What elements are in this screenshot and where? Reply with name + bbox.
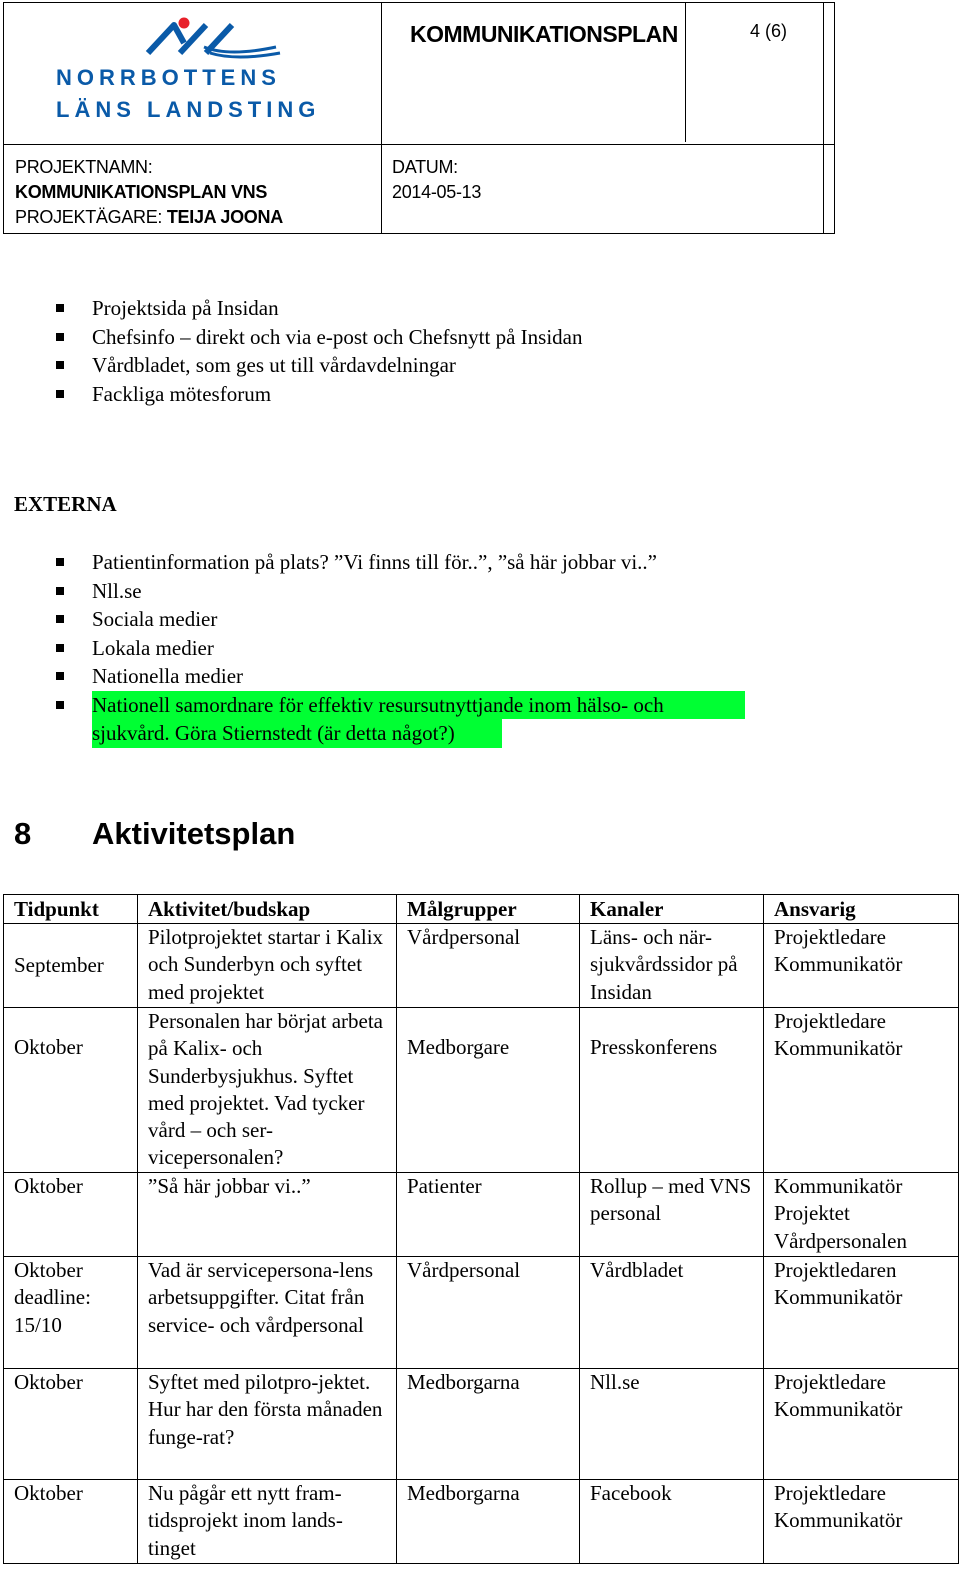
external-channels-list bbox=[0, 548, 745, 748]
activity-table bbox=[3, 894, 959, 1564]
cell-malgrupper: Medborgare bbox=[397, 1008, 580, 1173]
list-item: Fackliga mötesforum bbox=[0, 380, 582, 409]
bullet-icon bbox=[56, 615, 64, 623]
header-divider bbox=[4, 144, 834, 145]
cell-tidpunkt: September bbox=[4, 924, 138, 1008]
cell-kanaler: Presskonferens bbox=[580, 1008, 764, 1173]
cell-kanaler: Vårdbladet bbox=[580, 1257, 764, 1369]
cell-tidpunkt: Oktober bbox=[4, 1480, 138, 1564]
section-title: Aktivitetsplan bbox=[92, 816, 296, 851]
cell-malgrupper: Vårdpersonal bbox=[397, 1257, 580, 1369]
cell-malgrupper: Vårdpersonal bbox=[397, 924, 580, 1008]
list-item: Lokala medier bbox=[0, 634, 745, 663]
column-header: Tidpunkt bbox=[4, 895, 138, 924]
table-row bbox=[4, 1257, 959, 1369]
table-row bbox=[4, 924, 959, 1008]
cell-tidpunkt: Oktober bbox=[4, 1008, 138, 1173]
cell-malgrupper: Medborgarna bbox=[397, 1480, 580, 1564]
bullet-icon bbox=[56, 701, 64, 709]
organization-logo bbox=[56, 17, 356, 127]
bullet-icon bbox=[56, 558, 64, 566]
logo-mark-icon bbox=[144, 17, 284, 61]
header-divider bbox=[685, 3, 686, 142]
date-value: 2014-05-13 bbox=[392, 182, 482, 202]
cell-aktivitet: Nu pågår ett nytt fram-tidsprojekt inom lands-tinget bbox=[138, 1480, 397, 1564]
cell-ansvarig: Projektledare Kommunikatör bbox=[764, 1369, 959, 1480]
bullet-icon bbox=[56, 304, 64, 312]
page-number: 4 (6) bbox=[750, 21, 788, 41]
bullet-icon bbox=[56, 390, 64, 398]
column-header: Målgrupper bbox=[397, 895, 580, 924]
list-item: Nll.se bbox=[0, 577, 745, 606]
project-meta bbox=[15, 155, 283, 230]
owner-label: PROJEKTÄGARE: bbox=[15, 207, 163, 227]
highlighted-list-item-continued: sjukvård. Göra Stiernstedt (är detta något?) bbox=[0, 719, 745, 748]
date-meta bbox=[392, 155, 481, 205]
internal-channels-list bbox=[0, 294, 582, 408]
cell-aktivitet: Vad är servicepersona-lens arbetsuppgifter. Citat från service- och vårdpersonal bbox=[138, 1257, 397, 1369]
list-item: Chefsinfo – direkt och via e-post och Chefsnytt på Insidan bbox=[0, 323, 582, 352]
column-header: Aktivitet/budskap bbox=[138, 895, 397, 924]
logo-text-line1: NORRBOTTENS bbox=[56, 65, 281, 90]
project-owner-row bbox=[15, 205, 283, 230]
bullet-icon bbox=[56, 672, 64, 680]
cell-kanaler: Facebook bbox=[580, 1480, 764, 1564]
cell-tidpunkt: Oktober deadline: 15/10 bbox=[4, 1257, 138, 1369]
document-header bbox=[3, 2, 835, 234]
cell-ansvarig: Projektledare Kommunikatör bbox=[764, 924, 959, 1008]
table-row bbox=[4, 1173, 959, 1257]
table-row bbox=[4, 1480, 959, 1564]
column-header: Ansvarig bbox=[764, 895, 959, 924]
cell-ansvarig: Kommunikatör Projektet Vårdpersonalen bbox=[764, 1173, 959, 1257]
table-header-row bbox=[4, 895, 959, 924]
bullet-icon bbox=[56, 587, 64, 595]
cell-ansvarig: Projektledaren Kommunikatör bbox=[764, 1257, 959, 1369]
header-divider bbox=[381, 3, 382, 233]
date-label: DATUM: bbox=[392, 157, 458, 177]
cell-ansvarig: Projektledare Kommunikatör bbox=[764, 1008, 959, 1173]
cell-aktivitet: Personalen har börjat arbeta på Kalix- och Sunderbysjukhus. Syftet med projektet. Vad tycker vård – och ser-vicepersonalen? bbox=[138, 1008, 397, 1173]
bullet-icon bbox=[56, 644, 64, 652]
project-name-label: PROJEKTNAMN: bbox=[15, 157, 153, 177]
header-divider bbox=[823, 3, 824, 233]
list-item: Vårdbladet, som ges ut till vårdavdelningar bbox=[0, 351, 582, 380]
external-heading: EXTERNA bbox=[14, 492, 117, 516]
list-item: Nationella medier bbox=[0, 662, 745, 691]
cell-kanaler: Läns- och när-sjukvårdssidor på Insidan bbox=[580, 924, 764, 1008]
cell-kanaler: Rollup – med VNS personal bbox=[580, 1173, 764, 1257]
cell-tidpunkt: Oktober bbox=[4, 1173, 138, 1257]
list-item: Patientinformation på plats? ”Vi finns till för..”, ”så här jobbar vi..” bbox=[0, 548, 745, 577]
column-header: Kanaler bbox=[580, 895, 764, 924]
logo-text-line2: LÄNS LANDSTING bbox=[56, 97, 321, 122]
cell-malgrupper: Patienter bbox=[397, 1173, 580, 1257]
cell-ansvarig: Projektledare Kommunikatör bbox=[764, 1480, 959, 1564]
cell-aktivitet: Syftet med pilotpro-jektet. Hur har den första månaden funge-rat? bbox=[138, 1369, 397, 1480]
table-row bbox=[4, 1008, 959, 1173]
bullet-icon bbox=[56, 361, 64, 369]
highlighted-list-item: Nationell samordnare för effektiv resursutnyttjande inom hälso- och bbox=[0, 691, 745, 720]
owner-name: TEIJA JOONA bbox=[166, 207, 283, 227]
cell-tidpunkt: Oktober bbox=[4, 1369, 138, 1480]
section-number: 8 bbox=[14, 816, 32, 851]
project-name: KOMMUNIKATIONSPLAN VNS bbox=[15, 182, 268, 202]
cell-malgrupper: Medborgarna bbox=[397, 1369, 580, 1480]
list-item: Projektsida på Insidan bbox=[0, 294, 582, 323]
document-title: KOMMUNIKATIONSPLAN bbox=[410, 21, 678, 47]
bullet-icon bbox=[56, 333, 64, 341]
cell-kanaler: Nll.se bbox=[580, 1369, 764, 1480]
cell-aktivitet: ”Så här jobbar vi..” bbox=[138, 1173, 397, 1257]
list-item: Sociala medier bbox=[0, 605, 745, 634]
table-row bbox=[4, 1369, 959, 1480]
cell-aktivitet: Pilotprojektet startar i Kalix och Sunderbyn och syftet med projektet bbox=[138, 924, 397, 1008]
